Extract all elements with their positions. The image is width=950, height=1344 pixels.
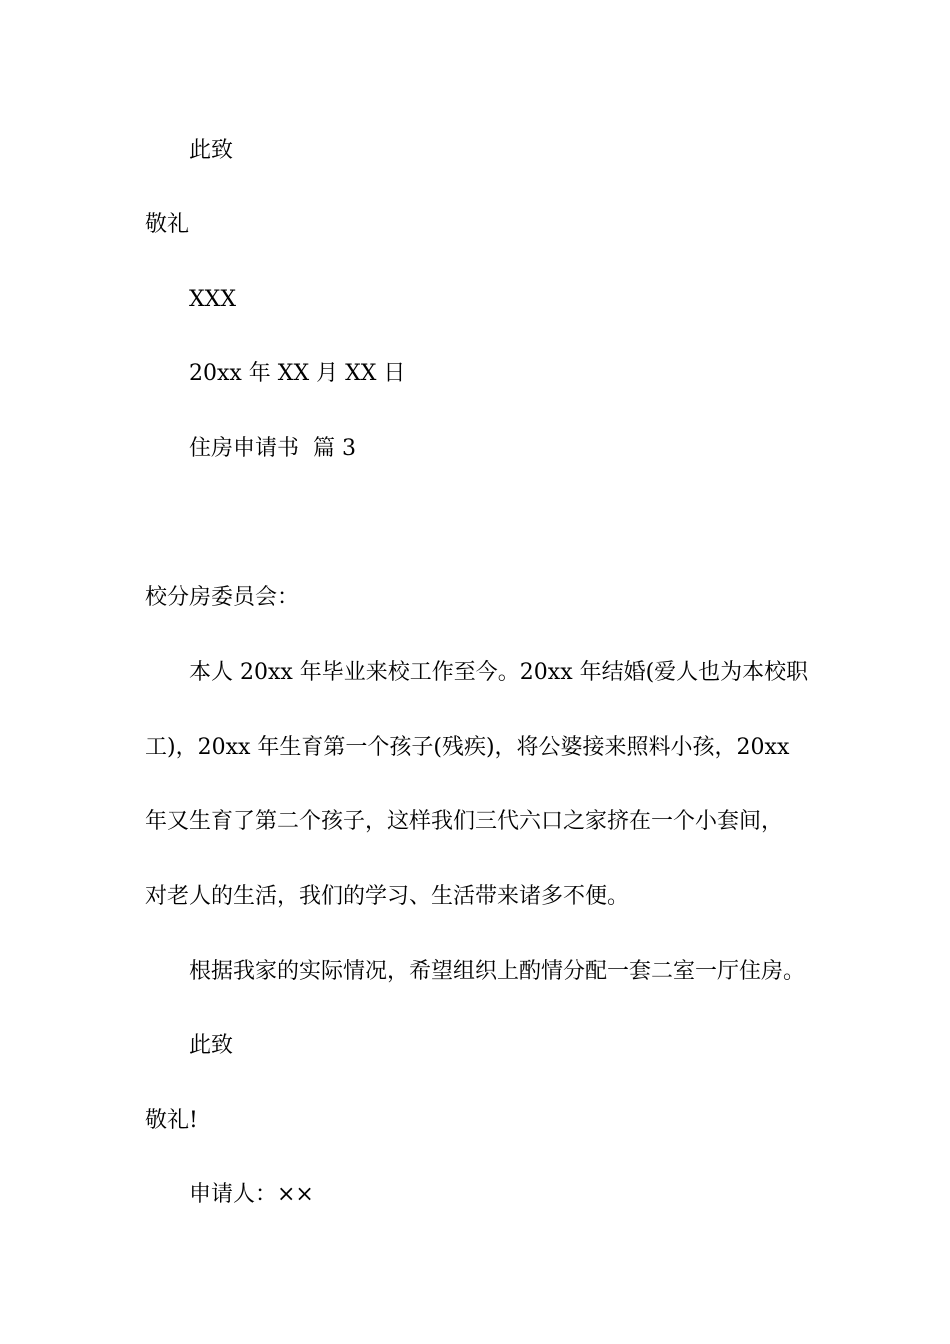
body-line-1: 本人 20xx 年毕业来校工作至今。20xx 年结婚(爱人也为本校职 [189, 660, 809, 685]
closing-salutation: 此致 [189, 138, 234, 163]
closing2-regards: 敬礼! [145, 1108, 198, 1133]
body-line-3: 年又生育了第二个孩子，这样我们三代六口之家挤在一个小套间， [145, 809, 784, 834]
closing-regards: 敬礼 [145, 212, 190, 237]
body-line-2: 工)，20xx 年生育第一个孩子(残疾)，将公婆接来照料小孩，20xx [145, 735, 790, 760]
request-line: 根据我家的实际情况，希望组织上酌情分配一套二室一厅住房。 [189, 959, 806, 984]
signer-name: XXX [189, 287, 236, 312]
recipient-line: 校分房委员会： [145, 585, 300, 610]
body-line-4: 对老人的生活，我们的学习、生活带来诸多不便。 [145, 884, 630, 909]
signature-date: 20xx 年 XX 月 XX 日 [189, 361, 406, 386]
section-title: 住房申请书 篇 3 [189, 436, 356, 461]
applicant-line: 申请人：×× [189, 1182, 314, 1207]
closing2-salutation: 此致 [189, 1033, 234, 1058]
